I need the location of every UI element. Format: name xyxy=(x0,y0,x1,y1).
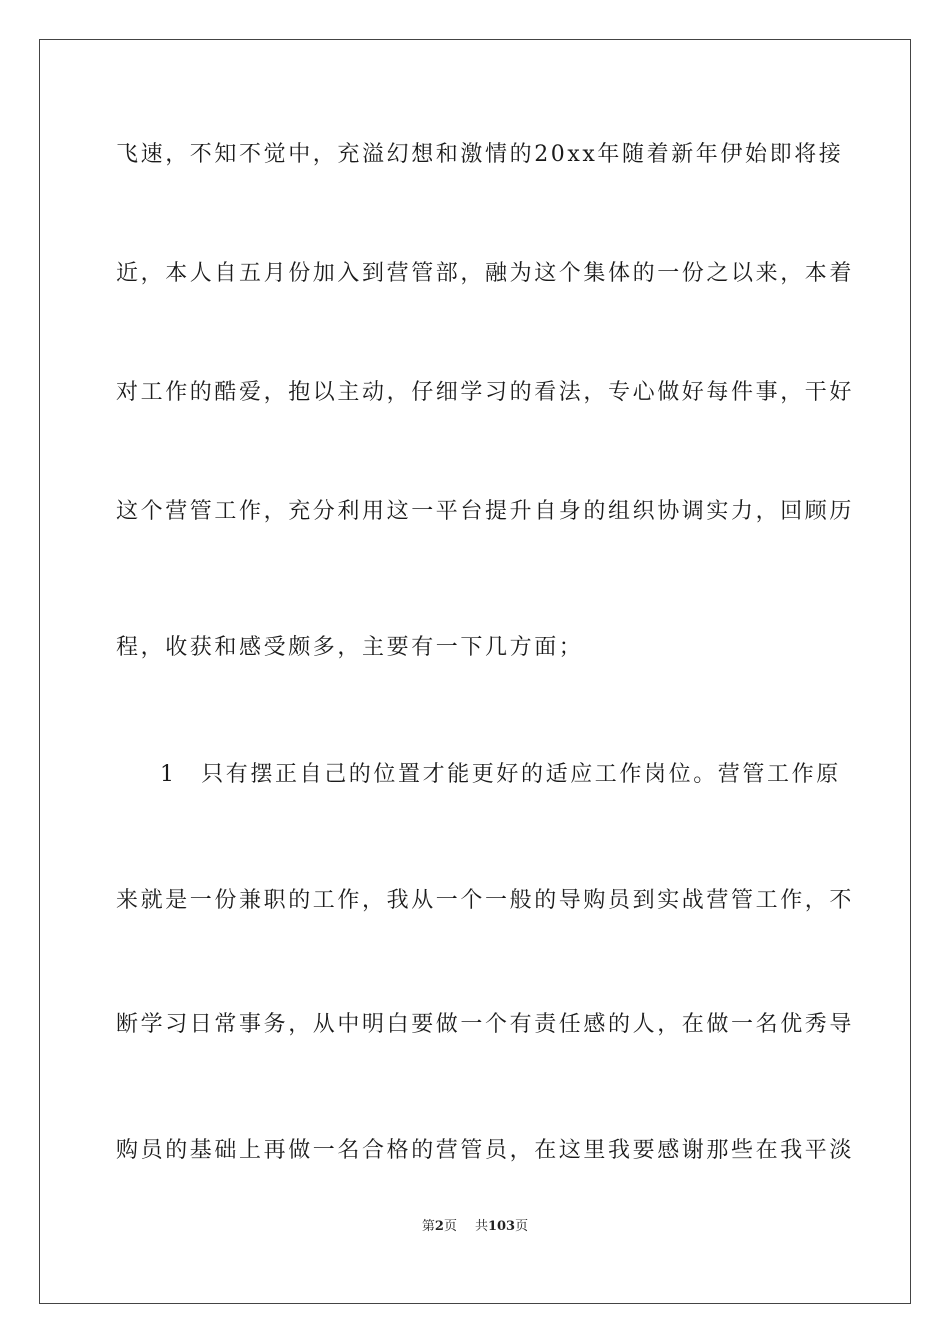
body-line-3: 对工作的酷爱，抱以主动，仔细学习的看法，专心做好每件事，干好 xyxy=(116,380,855,405)
body-line-4: 这个营管工作，充分利用这一平台提升自身的组织协调实力，回顾历 xyxy=(116,499,855,524)
body-line-9: 购员的基础上再做一名合格的营管员，在这里我要感谢那些在我平淡 xyxy=(116,1138,855,1163)
body-line-6: 1 只有摆正自己的位置才能更好的适应工作岗位。营管工作原 xyxy=(160,762,841,787)
total-prefix: 共 xyxy=(474,1219,488,1234)
page-border xyxy=(39,39,911,1304)
page-footer xyxy=(0,1218,950,1236)
body-line-5: 程，收获和感受颇多，主要有一下几方面； xyxy=(116,635,584,660)
page-number: 2 xyxy=(434,1219,444,1234)
body-line-7: 来就是一份兼职的工作，我从一个一般的导购员到实战营管工作，不 xyxy=(116,888,855,913)
total-suffix: 页 xyxy=(515,1219,529,1234)
body-line-2: 近，本人自五月份加入到营管部，融为这个集体的一份之以来，本着 xyxy=(116,261,855,286)
page-suffix: 页 xyxy=(443,1219,457,1234)
body-line-1: 飞速，不知不觉中，充溢幻想和激情的20xx年随着新年伊始即将接 xyxy=(116,142,844,167)
body-line-8: 断学习日常事务，从中明白要做一个有责任感的人，在做一名优秀导 xyxy=(116,1012,855,1037)
total-pages: 103 xyxy=(487,1219,516,1234)
page-prefix: 第 xyxy=(421,1219,435,1234)
